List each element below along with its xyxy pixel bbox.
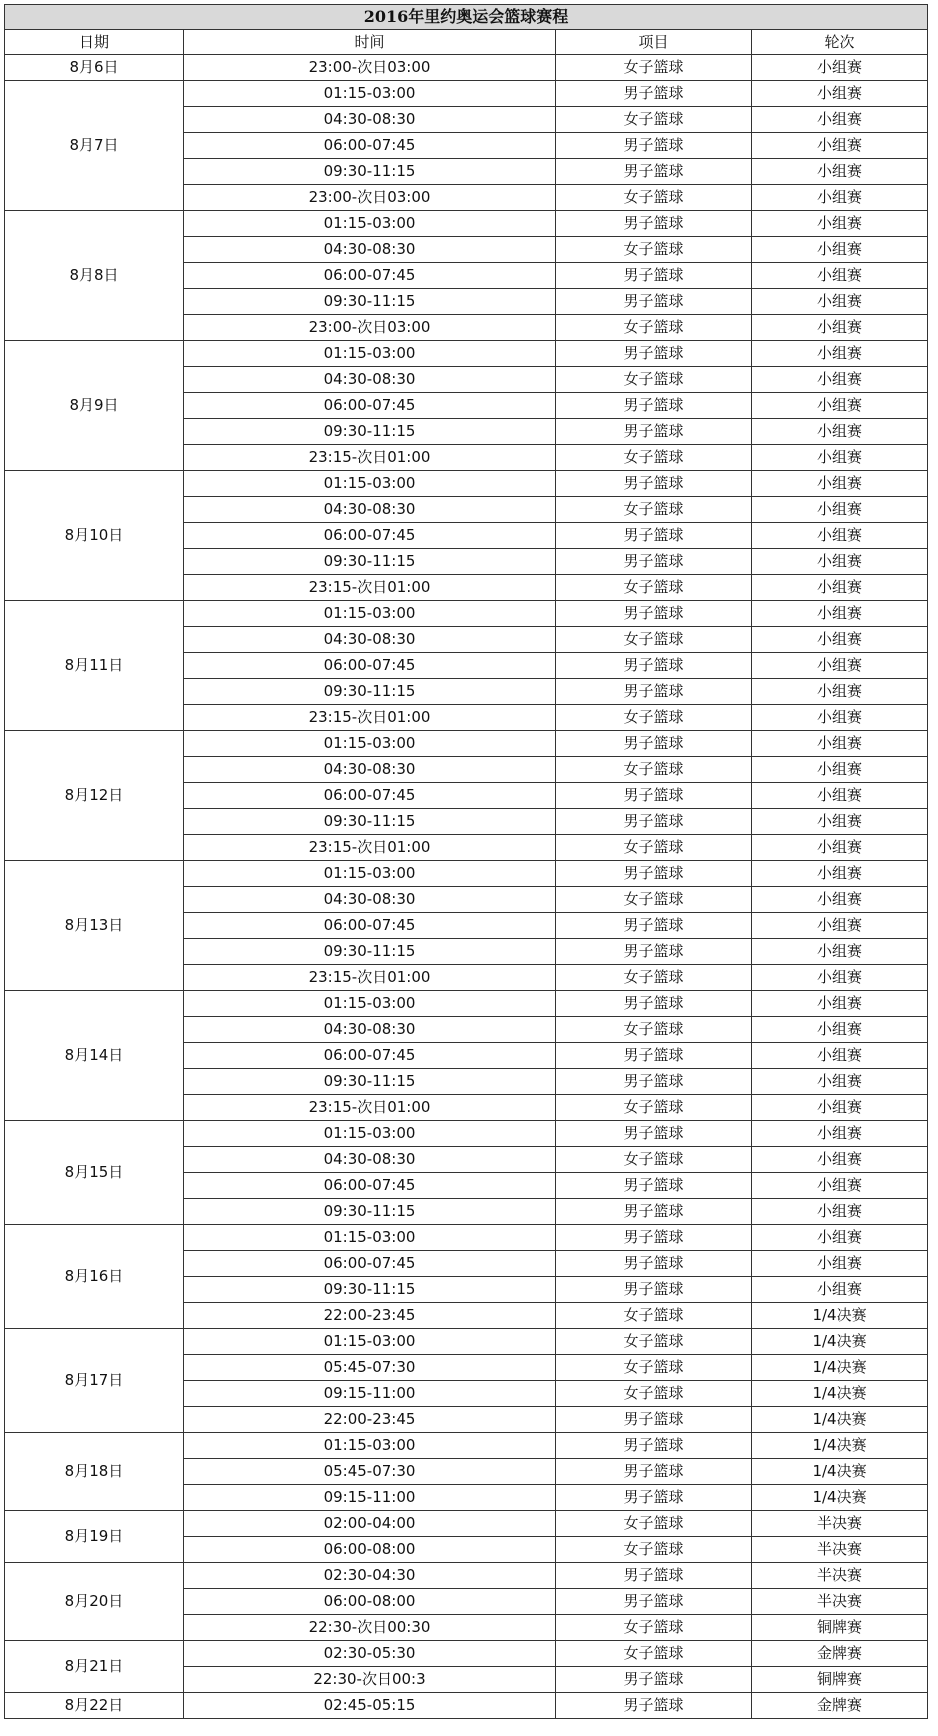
event-cell: 男子篮球	[556, 263, 752, 289]
date-cell: 8月21日	[5, 1641, 184, 1693]
table-row	[5, 731, 928, 757]
round-cell: 小组赛	[752, 445, 928, 471]
event-cell: 女子篮球	[556, 1537, 752, 1563]
round-cell: 半决赛	[752, 1563, 928, 1589]
time-cell: 09:30-11:15	[184, 1277, 556, 1303]
round-cell: 1/4决赛	[752, 1459, 928, 1485]
event-cell: 男子篮球	[556, 1667, 752, 1693]
event-cell: 女子篮球	[556, 965, 752, 991]
date-cell: 8月8日	[5, 211, 184, 341]
round-cell: 小组赛	[752, 1147, 928, 1173]
table-row	[5, 1693, 928, 1719]
date-cell: 8月6日	[5, 55, 184, 81]
time-cell: 09:30-11:15	[184, 809, 556, 835]
round-cell: 小组赛	[752, 107, 928, 133]
time-cell: 23:15-次日01:00	[184, 1095, 556, 1121]
event-cell: 女子篮球	[556, 237, 752, 263]
round-cell: 小组赛	[752, 1173, 928, 1199]
header-event: 项目	[556, 30, 752, 55]
time-cell: 04:30-08:30	[184, 497, 556, 523]
event-cell: 男子篮球	[556, 679, 752, 705]
time-cell: 06:00-07:45	[184, 263, 556, 289]
time-cell: 06:00-07:45	[184, 523, 556, 549]
event-cell: 男子篮球	[556, 1199, 752, 1225]
round-cell: 小组赛	[752, 601, 928, 627]
round-cell: 半决赛	[752, 1589, 928, 1615]
round-cell: 1/4决赛	[752, 1355, 928, 1381]
round-cell: 小组赛	[752, 55, 928, 81]
round-cell: 小组赛	[752, 757, 928, 783]
event-cell: 男子篮球	[556, 1069, 752, 1095]
date-cell: 8月17日	[5, 1329, 184, 1433]
table-row	[5, 341, 928, 367]
table-row	[5, 1121, 928, 1147]
round-cell: 小组赛	[752, 1199, 928, 1225]
round-cell: 1/4决赛	[752, 1433, 928, 1459]
round-cell: 小组赛	[752, 289, 928, 315]
round-cell: 小组赛	[752, 913, 928, 939]
event-cell: 男子篮球	[556, 1043, 752, 1069]
date-cell: 8月12日	[5, 731, 184, 861]
event-cell: 女子篮球	[556, 107, 752, 133]
table-row	[5, 1433, 928, 1459]
time-cell: 04:30-08:30	[184, 107, 556, 133]
event-cell: 男子篮球	[556, 523, 752, 549]
event-cell: 女子篮球	[556, 1641, 752, 1667]
date-cell: 8月20日	[5, 1563, 184, 1641]
table-row	[5, 55, 928, 81]
round-cell: 小组赛	[752, 705, 928, 731]
time-cell: 04:30-08:30	[184, 627, 556, 653]
time-cell: 09:30-11:15	[184, 939, 556, 965]
time-cell: 06:00-08:00	[184, 1589, 556, 1615]
round-cell: 铜牌赛	[752, 1615, 928, 1641]
event-cell: 女子篮球	[556, 1017, 752, 1043]
date-cell: 8月7日	[5, 81, 184, 211]
time-cell: 22:00-23:45	[184, 1303, 556, 1329]
time-cell: 01:15-03:00	[184, 1225, 556, 1251]
event-cell: 男子篮球	[556, 159, 752, 185]
header-round: 轮次	[752, 30, 928, 55]
time-cell: 22:30-次日00:30	[184, 1615, 556, 1641]
round-cell: 小组赛	[752, 861, 928, 887]
time-cell: 01:15-03:00	[184, 81, 556, 107]
round-cell: 小组赛	[752, 809, 928, 835]
table-title: 2016年里约奥运会篮球赛程	[5, 5, 928, 30]
round-cell: 小组赛	[752, 341, 928, 367]
round-cell: 小组赛	[752, 1225, 928, 1251]
round-cell: 1/4决赛	[752, 1329, 928, 1355]
event-cell: 男子篮球	[556, 1121, 752, 1147]
event-cell: 男子篮球	[556, 471, 752, 497]
time-cell: 01:15-03:00	[184, 471, 556, 497]
time-cell: 06:00-07:45	[184, 1173, 556, 1199]
event-cell: 女子篮球	[556, 1303, 752, 1329]
round-cell: 小组赛	[752, 549, 928, 575]
event-cell: 女子篮球	[556, 757, 752, 783]
round-cell: 小组赛	[752, 939, 928, 965]
round-cell: 小组赛	[752, 367, 928, 393]
table-row	[5, 81, 928, 107]
table-row	[5, 601, 928, 627]
event-cell: 男子篮球	[556, 1433, 752, 1459]
time-cell: 01:15-03:00	[184, 601, 556, 627]
event-cell: 男子篮球	[556, 81, 752, 107]
date-cell: 8月15日	[5, 1121, 184, 1225]
time-cell: 09:30-11:15	[184, 159, 556, 185]
date-cell: 8月19日	[5, 1511, 184, 1563]
event-cell: 男子篮球	[556, 601, 752, 627]
time-cell: 23:15-次日01:00	[184, 835, 556, 861]
time-cell: 23:00-次日03:00	[184, 185, 556, 211]
time-cell: 02:45-05:15	[184, 1693, 556, 1719]
time-cell: 06:00-07:45	[184, 1043, 556, 1069]
date-cell: 8月13日	[5, 861, 184, 991]
round-cell: 小组赛	[752, 679, 928, 705]
event-cell: 男子篮球	[556, 913, 752, 939]
event-cell: 女子篮球	[556, 315, 752, 341]
time-cell: 01:15-03:00	[184, 731, 556, 757]
table-row	[5, 1511, 928, 1537]
table-row	[5, 991, 928, 1017]
round-cell: 半决赛	[752, 1511, 928, 1537]
date-cell: 8月14日	[5, 991, 184, 1121]
round-cell: 小组赛	[752, 965, 928, 991]
round-cell: 小组赛	[752, 731, 928, 757]
round-cell: 小组赛	[752, 627, 928, 653]
round-cell: 1/4决赛	[752, 1381, 928, 1407]
time-cell: 04:30-08:30	[184, 757, 556, 783]
round-cell: 小组赛	[752, 185, 928, 211]
event-cell: 男子篮球	[556, 653, 752, 679]
time-cell: 22:30-次日00:3	[184, 1667, 556, 1693]
time-cell: 09:30-11:15	[184, 289, 556, 315]
round-cell: 小组赛	[752, 133, 928, 159]
event-cell: 女子篮球	[556, 1355, 752, 1381]
schedule-table	[4, 4, 928, 1719]
event-cell: 男子篮球	[556, 861, 752, 887]
time-cell: 04:30-08:30	[184, 237, 556, 263]
event-cell: 女子篮球	[556, 835, 752, 861]
round-cell: 小组赛	[752, 211, 928, 237]
event-cell: 男子篮球	[556, 1277, 752, 1303]
time-cell: 02:30-05:30	[184, 1641, 556, 1667]
time-cell: 23:15-次日01:00	[184, 445, 556, 471]
event-cell: 男子篮球	[556, 549, 752, 575]
table-row	[5, 471, 928, 497]
event-cell: 女子篮球	[556, 497, 752, 523]
event-cell: 男子篮球	[556, 133, 752, 159]
time-cell: 23:00-次日03:00	[184, 55, 556, 81]
time-cell: 23:00-次日03:00	[184, 315, 556, 341]
round-cell: 金牌赛	[752, 1693, 928, 1719]
event-cell: 男子篮球	[556, 939, 752, 965]
event-cell: 女子篮球	[556, 1095, 752, 1121]
event-cell: 女子篮球	[556, 1511, 752, 1537]
time-cell: 09:30-11:15	[184, 419, 556, 445]
event-cell: 男子篮球	[556, 731, 752, 757]
time-cell: 06:00-08:00	[184, 1537, 556, 1563]
round-cell: 小组赛	[752, 783, 928, 809]
event-cell: 男子篮球	[556, 393, 752, 419]
time-cell: 04:30-08:30	[184, 367, 556, 393]
time-cell: 05:45-07:30	[184, 1459, 556, 1485]
round-cell: 小组赛	[752, 419, 928, 445]
round-cell: 小组赛	[752, 1017, 928, 1043]
event-cell: 男子篮球	[556, 289, 752, 315]
table-row	[5, 1563, 928, 1589]
event-cell: 男子篮球	[556, 1563, 752, 1589]
time-cell: 06:00-07:45	[184, 393, 556, 419]
event-cell: 男子篮球	[556, 341, 752, 367]
time-cell: 01:15-03:00	[184, 341, 556, 367]
event-cell: 男子篮球	[556, 809, 752, 835]
time-cell: 04:30-08:30	[184, 1147, 556, 1173]
time-cell: 06:00-07:45	[184, 783, 556, 809]
time-cell: 06:00-07:45	[184, 133, 556, 159]
event-cell: 女子篮球	[556, 367, 752, 393]
event-cell: 男子篮球	[556, 211, 752, 237]
event-cell: 男子篮球	[556, 1459, 752, 1485]
event-cell: 女子篮球	[556, 575, 752, 601]
schedule-body	[5, 55, 928, 1719]
time-cell: 23:15-次日01:00	[184, 575, 556, 601]
round-cell: 半决赛	[752, 1537, 928, 1563]
event-cell: 男子篮球	[556, 991, 752, 1017]
time-cell: 09:30-11:15	[184, 679, 556, 705]
event-cell: 女子篮球	[556, 445, 752, 471]
round-cell: 小组赛	[752, 471, 928, 497]
round-cell: 小组赛	[752, 1251, 928, 1277]
time-cell: 23:15-次日01:00	[184, 965, 556, 991]
event-cell: 女子篮球	[556, 627, 752, 653]
event-cell: 女子篮球	[556, 887, 752, 913]
time-cell: 09:15-11:00	[184, 1485, 556, 1511]
date-cell: 8月22日	[5, 1693, 184, 1719]
time-cell: 09:30-11:15	[184, 549, 556, 575]
event-cell: 女子篮球	[556, 705, 752, 731]
table-row	[5, 861, 928, 887]
time-cell: 09:30-11:15	[184, 1199, 556, 1225]
round-cell: 小组赛	[752, 393, 928, 419]
event-cell: 男子篮球	[556, 1589, 752, 1615]
time-cell: 23:15-次日01:00	[184, 705, 556, 731]
table-row	[5, 211, 928, 237]
schedule-container	[4, 4, 927, 1719]
table-row	[5, 1225, 928, 1251]
event-cell: 女子篮球	[556, 1329, 752, 1355]
time-cell: 22:00-23:45	[184, 1407, 556, 1433]
round-cell: 小组赛	[752, 1043, 928, 1069]
time-cell: 06:00-07:45	[184, 653, 556, 679]
round-cell: 1/4决赛	[752, 1407, 928, 1433]
event-cell: 女子篮球	[556, 55, 752, 81]
time-cell: 04:30-08:30	[184, 1017, 556, 1043]
time-cell: 01:15-03:00	[184, 1121, 556, 1147]
date-cell: 8月10日	[5, 471, 184, 601]
round-cell: 小组赛	[752, 497, 928, 523]
event-cell: 男子篮球	[556, 419, 752, 445]
round-cell: 铜牌赛	[752, 1667, 928, 1693]
round-cell: 小组赛	[752, 315, 928, 341]
time-cell: 04:30-08:30	[184, 887, 556, 913]
event-cell: 男子篮球	[556, 1407, 752, 1433]
date-cell: 8月16日	[5, 1225, 184, 1329]
time-cell: 06:00-07:45	[184, 1251, 556, 1277]
round-cell: 小组赛	[752, 575, 928, 601]
event-cell: 男子篮球	[556, 1693, 752, 1719]
header-time: 时间	[184, 30, 556, 55]
round-cell: 小组赛	[752, 1121, 928, 1147]
round-cell: 小组赛	[752, 159, 928, 185]
time-cell: 01:15-03:00	[184, 1329, 556, 1355]
time-cell: 02:30-04:30	[184, 1563, 556, 1589]
round-cell: 小组赛	[752, 523, 928, 549]
time-cell: 02:00-04:00	[184, 1511, 556, 1537]
event-cell: 女子篮球	[556, 1381, 752, 1407]
event-cell: 男子篮球	[556, 1251, 752, 1277]
round-cell: 小组赛	[752, 835, 928, 861]
round-cell: 小组赛	[752, 1095, 928, 1121]
table-row	[5, 1641, 928, 1667]
event-cell: 男子篮球	[556, 1173, 752, 1199]
event-cell: 男子篮球	[556, 1225, 752, 1251]
time-cell: 01:15-03:00	[184, 211, 556, 237]
round-cell: 1/4决赛	[752, 1485, 928, 1511]
round-cell: 小组赛	[752, 653, 928, 679]
round-cell: 小组赛	[752, 81, 928, 107]
event-cell: 女子篮球	[556, 1615, 752, 1641]
time-cell: 06:00-07:45	[184, 913, 556, 939]
round-cell: 金牌赛	[752, 1641, 928, 1667]
time-cell: 09:15-11:00	[184, 1381, 556, 1407]
round-cell: 1/4决赛	[752, 1303, 928, 1329]
round-cell: 小组赛	[752, 1277, 928, 1303]
round-cell: 小组赛	[752, 1069, 928, 1095]
time-cell: 01:15-03:00	[184, 991, 556, 1017]
event-cell: 男子篮球	[556, 783, 752, 809]
table-row	[5, 1329, 928, 1355]
event-cell: 女子篮球	[556, 1147, 752, 1173]
header-date: 日期	[5, 30, 184, 55]
time-cell: 09:30-11:15	[184, 1069, 556, 1095]
round-cell: 小组赛	[752, 237, 928, 263]
date-cell: 8月11日	[5, 601, 184, 731]
date-cell: 8月9日	[5, 341, 184, 471]
time-cell: 05:45-07:30	[184, 1355, 556, 1381]
event-cell: 男子篮球	[556, 1485, 752, 1511]
round-cell: 小组赛	[752, 263, 928, 289]
time-cell: 01:15-03:00	[184, 1433, 556, 1459]
time-cell: 01:15-03:00	[184, 861, 556, 887]
round-cell: 小组赛	[752, 887, 928, 913]
date-cell: 8月18日	[5, 1433, 184, 1511]
event-cell: 女子篮球	[556, 185, 752, 211]
round-cell: 小组赛	[752, 991, 928, 1017]
